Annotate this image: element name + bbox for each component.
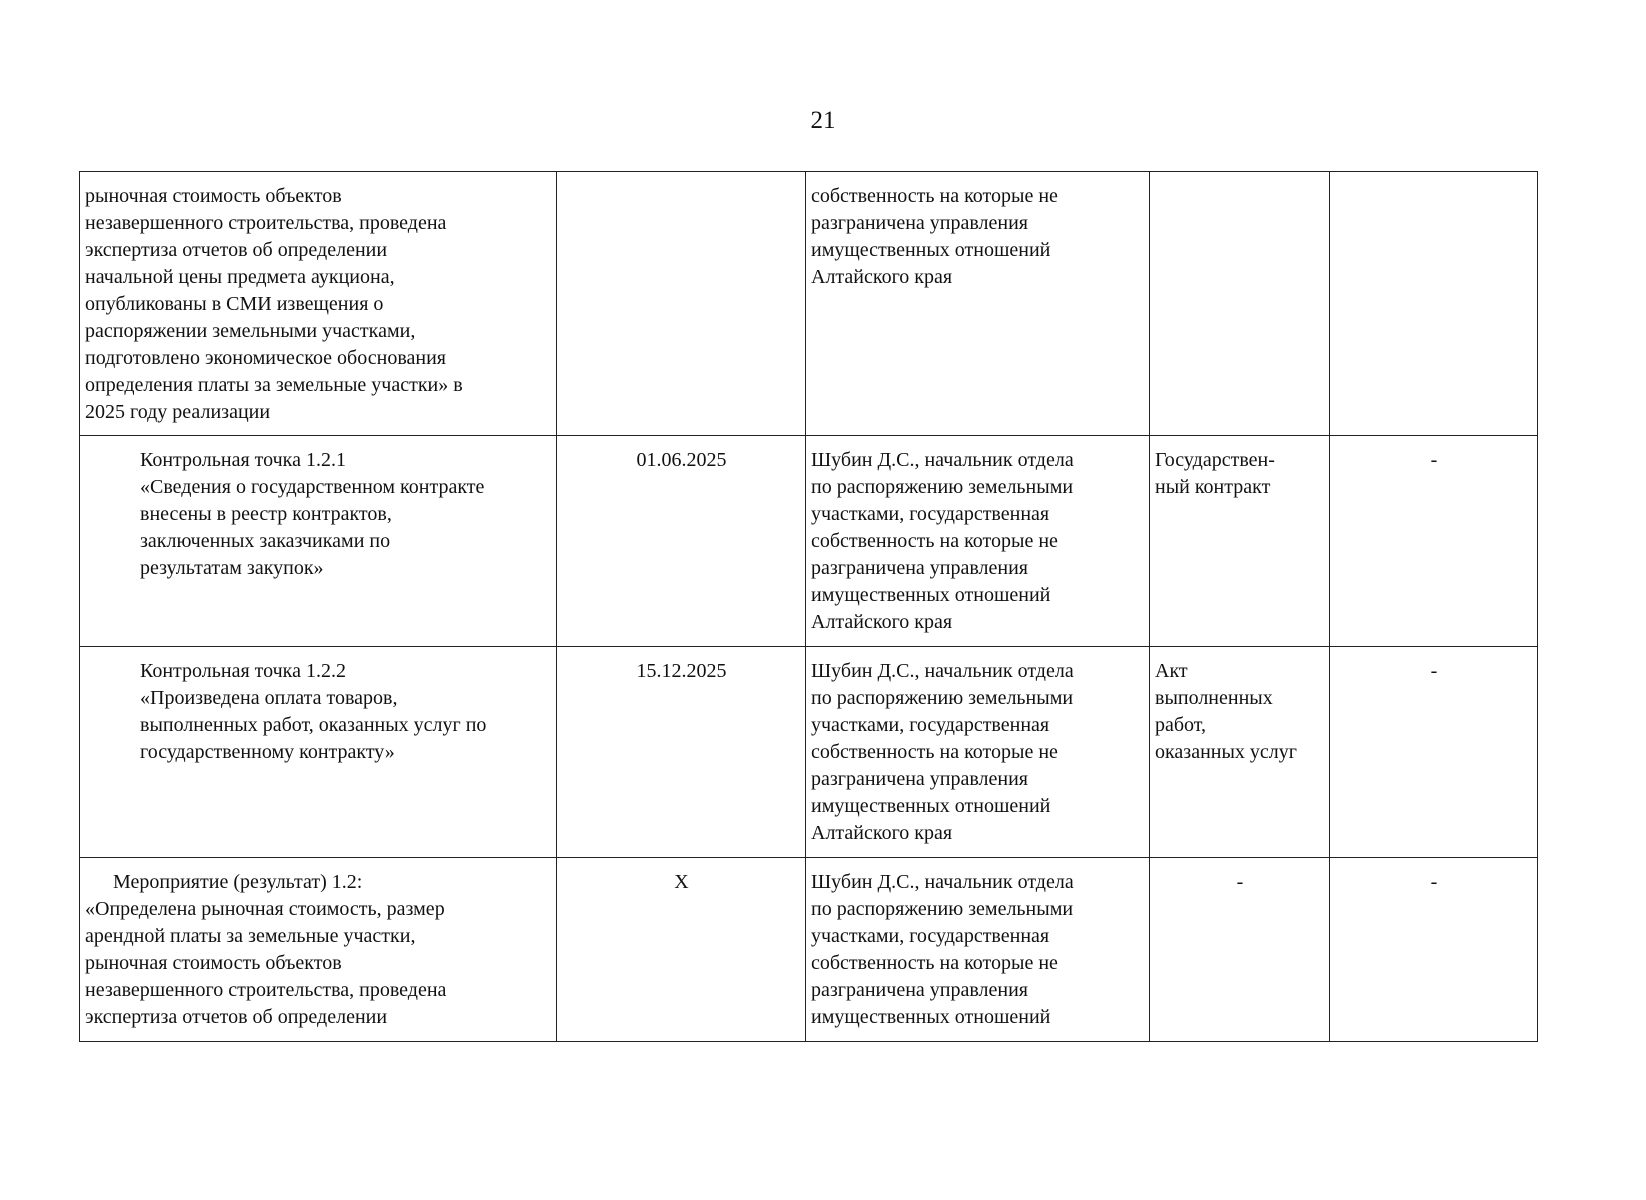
plan-table	[79, 171, 1538, 1042]
event-title-text: Мероприятие (результат) 1.2:	[113, 871, 363, 893]
cell-description	[80, 647, 557, 858]
table-row	[80, 858, 1538, 1042]
cell-extra	[1330, 858, 1538, 1042]
cell-extra	[1330, 172, 1538, 436]
cell-description	[80, 858, 557, 1042]
cell-date	[557, 858, 806, 1042]
date-text: 15.12.2025	[636, 660, 727, 682]
page-number: 21	[810, 107, 836, 134]
description-text: рыночная стоимость объектов незавершенного строительства, проведена экспертиза отчетов об определении начальной цены предмета аукциона, опубликованы в СМИ извещения о распоряжении земельными участками, подготовлено экономическое обоснования определения платы за земельные участки» в 2025 году реализации	[85, 185, 463, 423]
cell-document	[1150, 647, 1330, 858]
cell-extra	[1330, 436, 1538, 647]
table-row	[80, 172, 1538, 436]
table-row	[80, 647, 1538, 858]
cell-responsible	[806, 647, 1150, 858]
date-text: 01.06.2025	[636, 449, 727, 471]
responsible-text: Шубин Д.С., начальник отдела по распоряжению земельными участками, государственная собственность на которые не разграничена управления имущественных отношений Алтайского края	[811, 660, 1074, 844]
cell-responsible	[806, 172, 1150, 436]
document-text: Государствен- ный контракт	[1155, 449, 1275, 498]
cell-document	[1150, 172, 1330, 436]
document-text: Акт выполненных работ, оказанных услуг	[1155, 660, 1297, 763]
extra-text: -	[1430, 449, 1438, 471]
cell-date	[557, 172, 806, 436]
extra-text: -	[1430, 871, 1438, 893]
cell-date	[557, 436, 806, 647]
date-text: X	[674, 871, 689, 893]
description-text: Контрольная точка 1.2.1 «Сведения о государственном контракте внесены в реестр контрактов, заключенных заказчиками по результатам закупок»	[140, 449, 485, 579]
cell-document	[1150, 858, 1330, 1042]
responsible-text: Шубин Д.С., начальник отдела по распоряжению земельными участками, государственная собственность на которые не разграничена управления имущественных отношений	[811, 871, 1074, 1028]
cell-description	[80, 172, 557, 436]
document-text: -	[1236, 871, 1244, 893]
description-text: Контрольная точка 1.2.2 «Произведена оплата товаров, выполненных работ, оказанных услуг по государственному контракту»	[140, 660, 487, 763]
description-text: «Определена рыночная стоимость, размер арендной платы за земельные участки, рыночная стоимость объектов незавершенного строительства, проведена экспертиза отчетов об определении	[85, 898, 447, 1028]
responsible-text: собственность на которые не разграничена управления имущественных отношений Алтайского края	[811, 185, 1058, 288]
cell-date	[557, 647, 806, 858]
cell-extra	[1330, 647, 1538, 858]
cell-responsible	[806, 436, 1150, 647]
table-row	[80, 436, 1538, 647]
cell-responsible	[806, 858, 1150, 1042]
extra-text: -	[1430, 660, 1438, 682]
cell-description	[80, 436, 557, 647]
responsible-text: Шубин Д.С., начальник отдела по распоряжению земельными участками, государственная собственность на которые не разграничена управления имущественных отношений Алтайского края	[811, 449, 1074, 633]
cell-document	[1150, 436, 1330, 647]
